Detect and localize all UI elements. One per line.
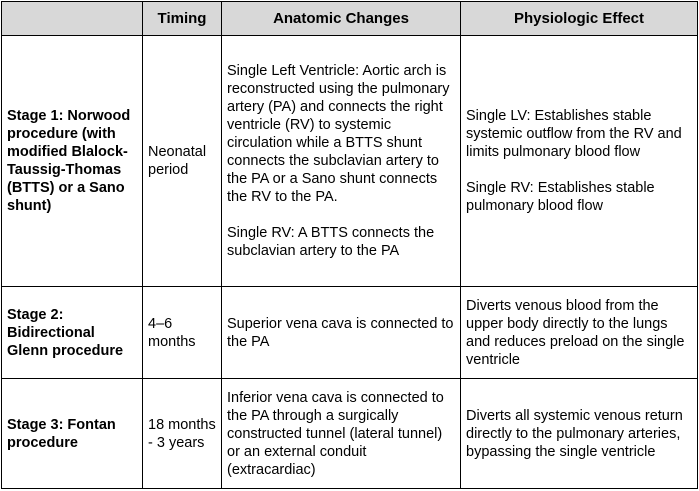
header-physiologic-effect: Physiologic Effect (461, 2, 698, 36)
anatomic-text: Single RV: A BTTS connects the subclavian artery to the PA (227, 225, 435, 260)
timing-cell: 18 months - 3 years (143, 379, 222, 489)
table-row (2, 379, 698, 489)
stage-cell: Stage 1: Norwood procedure (with modified Blalock-Taussig-Thomas (BTTS) or a Sano shunt) (2, 36, 143, 287)
stage-cell: Stage 2: Bidirectional Glenn procedure (2, 287, 143, 379)
timing-cell: 4–6 months (143, 287, 222, 379)
table-row (2, 36, 698, 287)
header-row (2, 2, 698, 36)
header-timing: Timing (143, 2, 222, 36)
anatomic-cell (222, 36, 461, 287)
anatomic-cell: Superior vena cava is connected to the PA (222, 287, 461, 379)
staged-palliation-table (1, 1, 698, 489)
physiologic-text: Single LV: Establishes stable systemic outflow from the RV and limits pulmonary blood flow (466, 108, 682, 161)
header-stage (2, 2, 143, 36)
anatomic-text: Single Left Ventricle: Aortic arch is reconstructed using the pulmonary artery (PA) and connects the right ventricle (RV) to systemic circulation while a BTTS shunt connects the subclavian artery to the PA or a Sano shunt connects the RV to the PA. (227, 63, 450, 206)
header-anatomic-changes: Anatomic Changes (222, 2, 461, 36)
table-row (2, 287, 698, 379)
physiologic-text: Single RV: Establishes stable pulmonary blood flow (466, 180, 655, 215)
timing-cell: Neonatal period (143, 36, 222, 287)
stage-cell: Stage 3: Fontan procedure (2, 379, 143, 489)
physiologic-cell: Diverts all systemic venous return directly to the pulmonary arteries, bypassing the single ventricle (461, 379, 698, 489)
physiologic-cell: Diverts venous blood from the upper body directly to the lungs and reduces preload on the single ventricle (461, 287, 698, 379)
anatomic-cell: Inferior vena cava is connected to the PA through a surgically constructed tunnel (lateral tunnel) or an external conduit (extracardiac) (222, 379, 461, 489)
physiologic-cell (461, 36, 698, 287)
